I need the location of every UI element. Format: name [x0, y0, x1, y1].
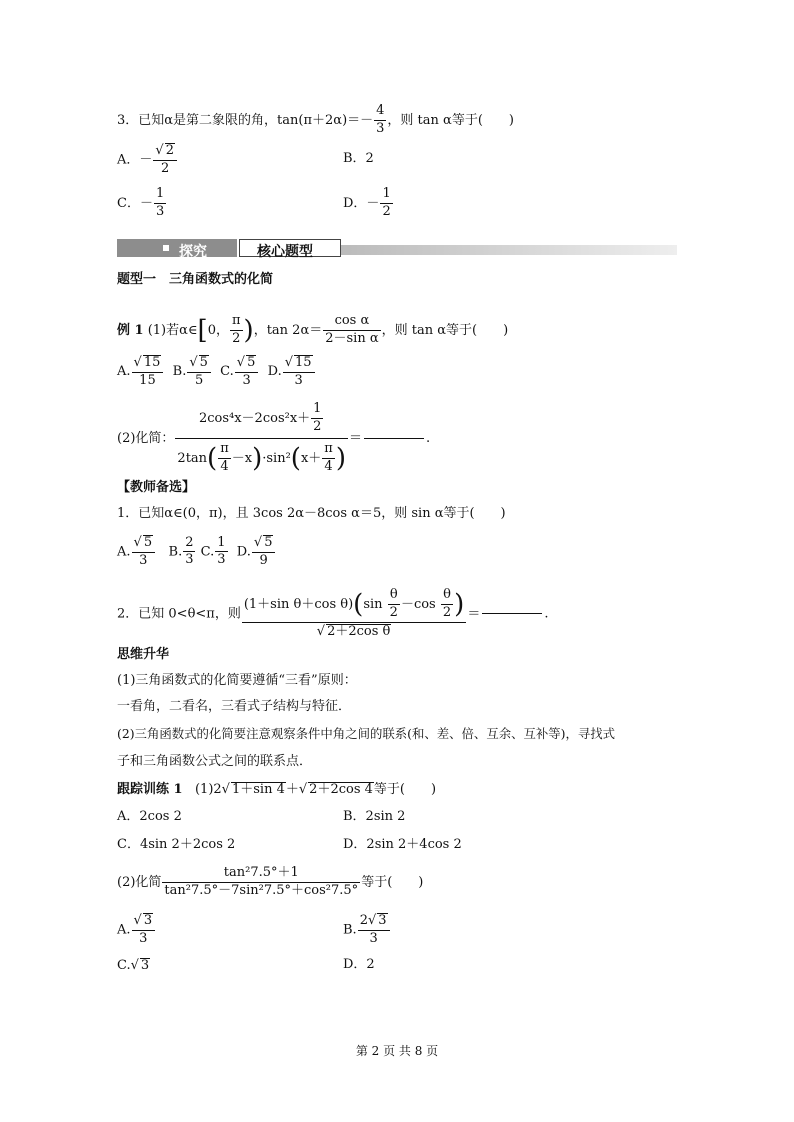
teacher-q1: 1．已知α∈(0，π)，且 3cos 2α－8cos α＝5，则 sin α等于( ): [117, 506, 506, 521]
ex1-option-a: A. $\frac{√ 15}{15}$: [117, 364, 164, 379]
train-part2: (2)化简 $\frac{\text{tan²7.5°＋1}}{\text{tan²7.5°－7sin²7.5°＋cos²7.5°}}$ 等于( ): [117, 865, 424, 898]
q3-option-b: B．2: [343, 151, 374, 166]
answer-blank[interactable]: [364, 438, 424, 439]
type1-title: 题型一 三角函数式的化简: [117, 272, 274, 287]
summary-title: 思维升华: [117, 647, 170, 662]
train2-option-a: A. $\frac{√ 3}{3}$: [117, 913, 156, 947]
train-option-a: A．2cos 2: [117, 809, 182, 824]
summary-line-1: (1)三角函数式的化简要遵循“三看”原则：: [117, 673, 357, 688]
q3-stem-a: 3．已知α是第二象限的角，tan(π＋2α)＝－: [117, 112, 374, 128]
bullet-square-icon: [163, 245, 169, 251]
train-option-d: D．2sin 2＋4cos 2: [343, 837, 462, 852]
ex1-option-b: B. $\frac{√ 5}{5}$: [173, 364, 212, 379]
q3-option-c: C．－ $\frac{1}{3}$: [117, 186, 165, 219]
ex1-part2: (2)化简： 2cos⁴x－2cos²x＋ $\frac{1}{2}$ 2tan( $\frac{\pi}{4}$ －x)·sin²(x＋ $\frac{\pi}{4}$ ) ＝ .: [117, 401, 431, 474]
teacher-title: 【教师备选】: [117, 480, 196, 495]
train-option-c: C．4sin 2＋2cos 2: [117, 837, 236, 852]
summary-line-2: 一看角，二看名，三看式子结构与特征．: [117, 699, 352, 714]
teacher-q1-options: A. $\frac{√ 5}{3}$ B. $\frac{2}{3}$ C. $\frac{1}{3}$ D. $\frac{√ 5}{9}$: [117, 535, 276, 569]
page-footer: 第 2 页 共 8 页: [355, 1044, 439, 1058]
answer-blank[interactable]: [482, 613, 542, 614]
q3-stem: [117, 104, 514, 137]
summary-line-3: (2)三角函数式的化简要注意观察条件中角之间的联系(和、差、倍、互余、互补等)，寻找式: [117, 726, 616, 741]
teacher-q2: 2．已知 0<θ<π，则 (1＋sin θ＋cos θ)(sin $\frac{\theta}{2}$ －cos $\frac{\theta}{2}$ ) √ 2＋2cos θ ＝ .: [117, 587, 549, 639]
ex1-option-c: C. $\frac{√ 5}{3}$: [220, 364, 259, 379]
ex1-part1: 例 1 (1)若α∈[0， $\frac{\pi}{2}$ )，tan 2α＝ $\frac{\text{cos α}}{\text{2－sin α}}$ ，则 tan α等于( ): [117, 313, 509, 346]
ex1-part1-options: [117, 355, 316, 389]
ex1-option-d: D. $\frac{√ 15}{3}$: [268, 364, 316, 379]
banner-left-label: 探究: [179, 244, 207, 260]
train-option-b: B．2sin 2: [343, 809, 406, 824]
train2-option-b: B. $\frac{2√ 3}{3}$: [343, 913, 391, 947]
train-part1: 跟踪训练 1 (1)2√ 1＋sin 4＋√ 2＋2cos 4等于( ): [117, 782, 437, 797]
q3-option-d: D．－ $\frac{1}{2}$: [343, 186, 391, 219]
section-banner: [117, 237, 677, 259]
train2-option-d: D．2: [343, 957, 375, 972]
q3-option-a: A．－ $\frac{√ 2}{2}$: [117, 143, 178, 177]
q3-stem-b: ，则 tan α等于( ): [387, 112, 514, 128]
q3-stem-frac: $\frac{4}{3}$: [376, 103, 385, 136]
banner-right-label: 核心题型: [257, 244, 313, 260]
summary-line-4: 子和三角函数公式之间的联系点．: [117, 754, 313, 769]
train2-option-c: C.√ 3: [117, 958, 150, 973]
